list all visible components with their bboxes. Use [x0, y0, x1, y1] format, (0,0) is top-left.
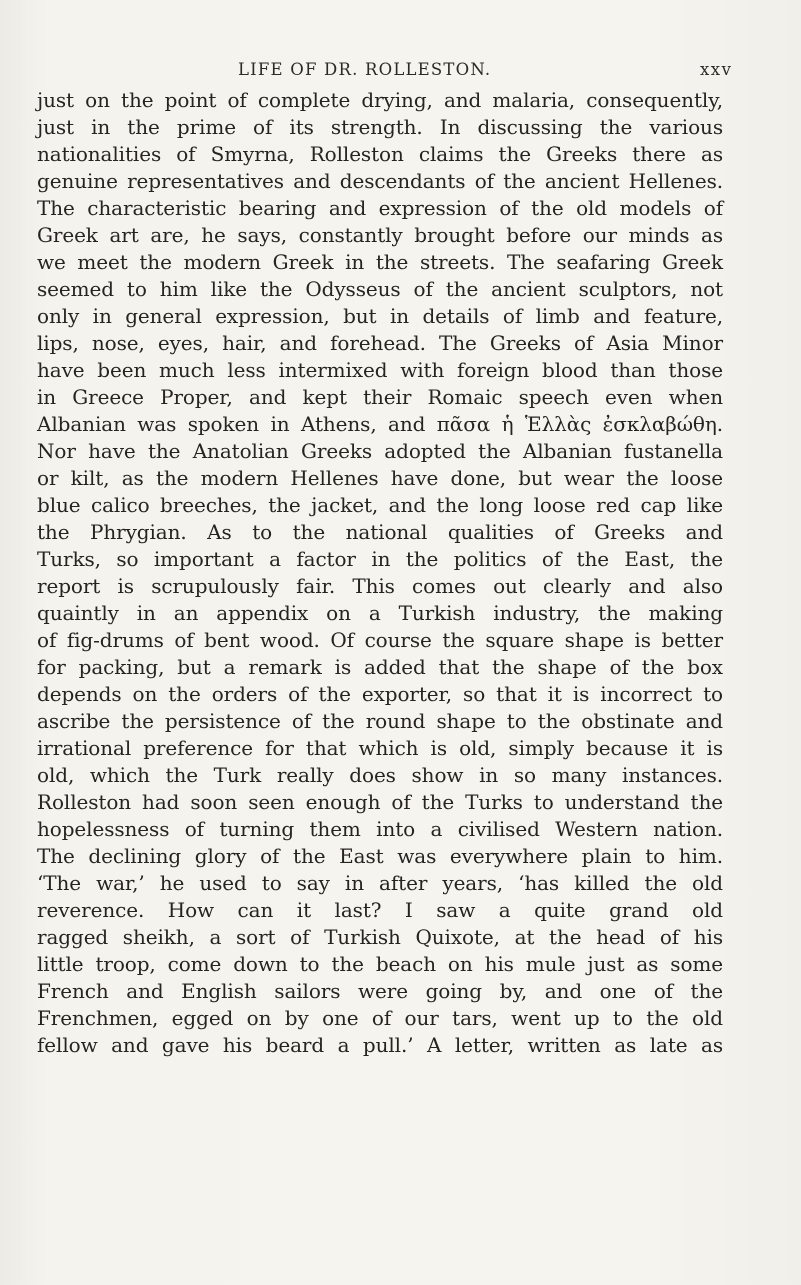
- text-line: ragged sheikh, a sort of Turkish Quixote, at the head of his: [37, 925, 723, 949]
- text-line: fellow and gave his beard a pull.’ A letter, written as late as: [37, 1033, 723, 1057]
- text-line: The characteristic bearing and expression of the old models of: [37, 196, 723, 220]
- text-line: hopelessness of turning them into a civilised Western nation.: [37, 817, 723, 841]
- text-line: Greek art are, he says, constantly brought before our minds as: [37, 223, 723, 247]
- text-line: ‘The war,’ he used to say in after years, ‘has killed the old: [37, 871, 723, 895]
- text-line: Nor have the Anatolian Greeks adopted the Albanian fustanella: [37, 439, 723, 463]
- text-line: Rolleston had soon seen enough of the Turks to understand the: [37, 790, 723, 814]
- text-line: The declining glory of the East was everywhere plain to him.: [37, 844, 723, 868]
- text-line: little troop, come down to the beach on his mule just as some: [37, 952, 723, 976]
- running-title: LIFE OF DR. ROLLESTON.: [238, 60, 492, 79]
- text-line: we meet the modern Greek in the streets. The seafaring Greek: [37, 250, 723, 274]
- text-line: lips, nose, eyes, hair, and forehead. The Greeks of Asia Minor: [37, 331, 723, 355]
- text-line: just in the prime of its strength. In discussing the various: [37, 115, 723, 139]
- text-line: nationalities of Smyrna, Rolleston claims the Greeks there as: [37, 142, 723, 166]
- text-line: depends on the orders of the exporter, so that it is incorrect to: [37, 682, 723, 706]
- text-line: ascribe the persistence of the round shape to the obstinate and: [37, 709, 723, 733]
- text-line: in Greece Proper, and kept their Romaic speech even when: [37, 385, 723, 409]
- body-text: [37, 87, 723, 1059]
- text-line: old, which the Turk really does show in so many instances.: [37, 763, 723, 787]
- text-line: just on the point of complete drying, and malaria, consequently,: [37, 88, 723, 112]
- text-line: genuine representatives and descendants of the ancient Hellenes.: [37, 169, 723, 193]
- text-line: Albanian was spoken in Athens, and πᾶσα ἡ Ἑλλὰς ἐσκλαβώθη.: [37, 412, 723, 436]
- text-line: French and English sailors were going by, and one of the: [37, 979, 723, 1003]
- text-line: blue calico breeches, the jacket, and the long loose red cap like: [37, 493, 723, 517]
- text-line: the Phrygian. As to the national qualities of Greeks and: [37, 520, 723, 544]
- text-line: report is scrupulously fair. This comes out clearly and also: [37, 574, 723, 598]
- text-line: irrational preference for that which is old, simply because it is: [37, 736, 723, 760]
- text-line: seemed to him like the Odysseus of the ancient sculptors, not: [37, 277, 723, 301]
- text-line: reverence. How can it last? I saw a quite grand old: [37, 898, 723, 922]
- text-line: or kilt, as the modern Hellenes have done, but wear the loose: [37, 466, 723, 490]
- text-line: for packing, but a remark is added that the shape of the box: [37, 655, 723, 679]
- text-line: have been much less intermixed with foreign blood than those: [37, 358, 723, 382]
- text-line: Frenchmen, egged on by one of our tars, went up to the old: [37, 1006, 723, 1030]
- text-line: quaintly in an appendix on a Turkish industry, the making: [37, 601, 723, 625]
- text-line: of fig-drums of bent wood. Of course the square shape is better: [37, 628, 723, 652]
- text-line: Turks, so important a factor in the politics of the East, the: [37, 547, 723, 571]
- page-number: xxv: [700, 60, 733, 79]
- text-line: only in general expression, but in details of limb and feature,: [37, 304, 723, 328]
- running-head: [0, 60, 801, 82]
